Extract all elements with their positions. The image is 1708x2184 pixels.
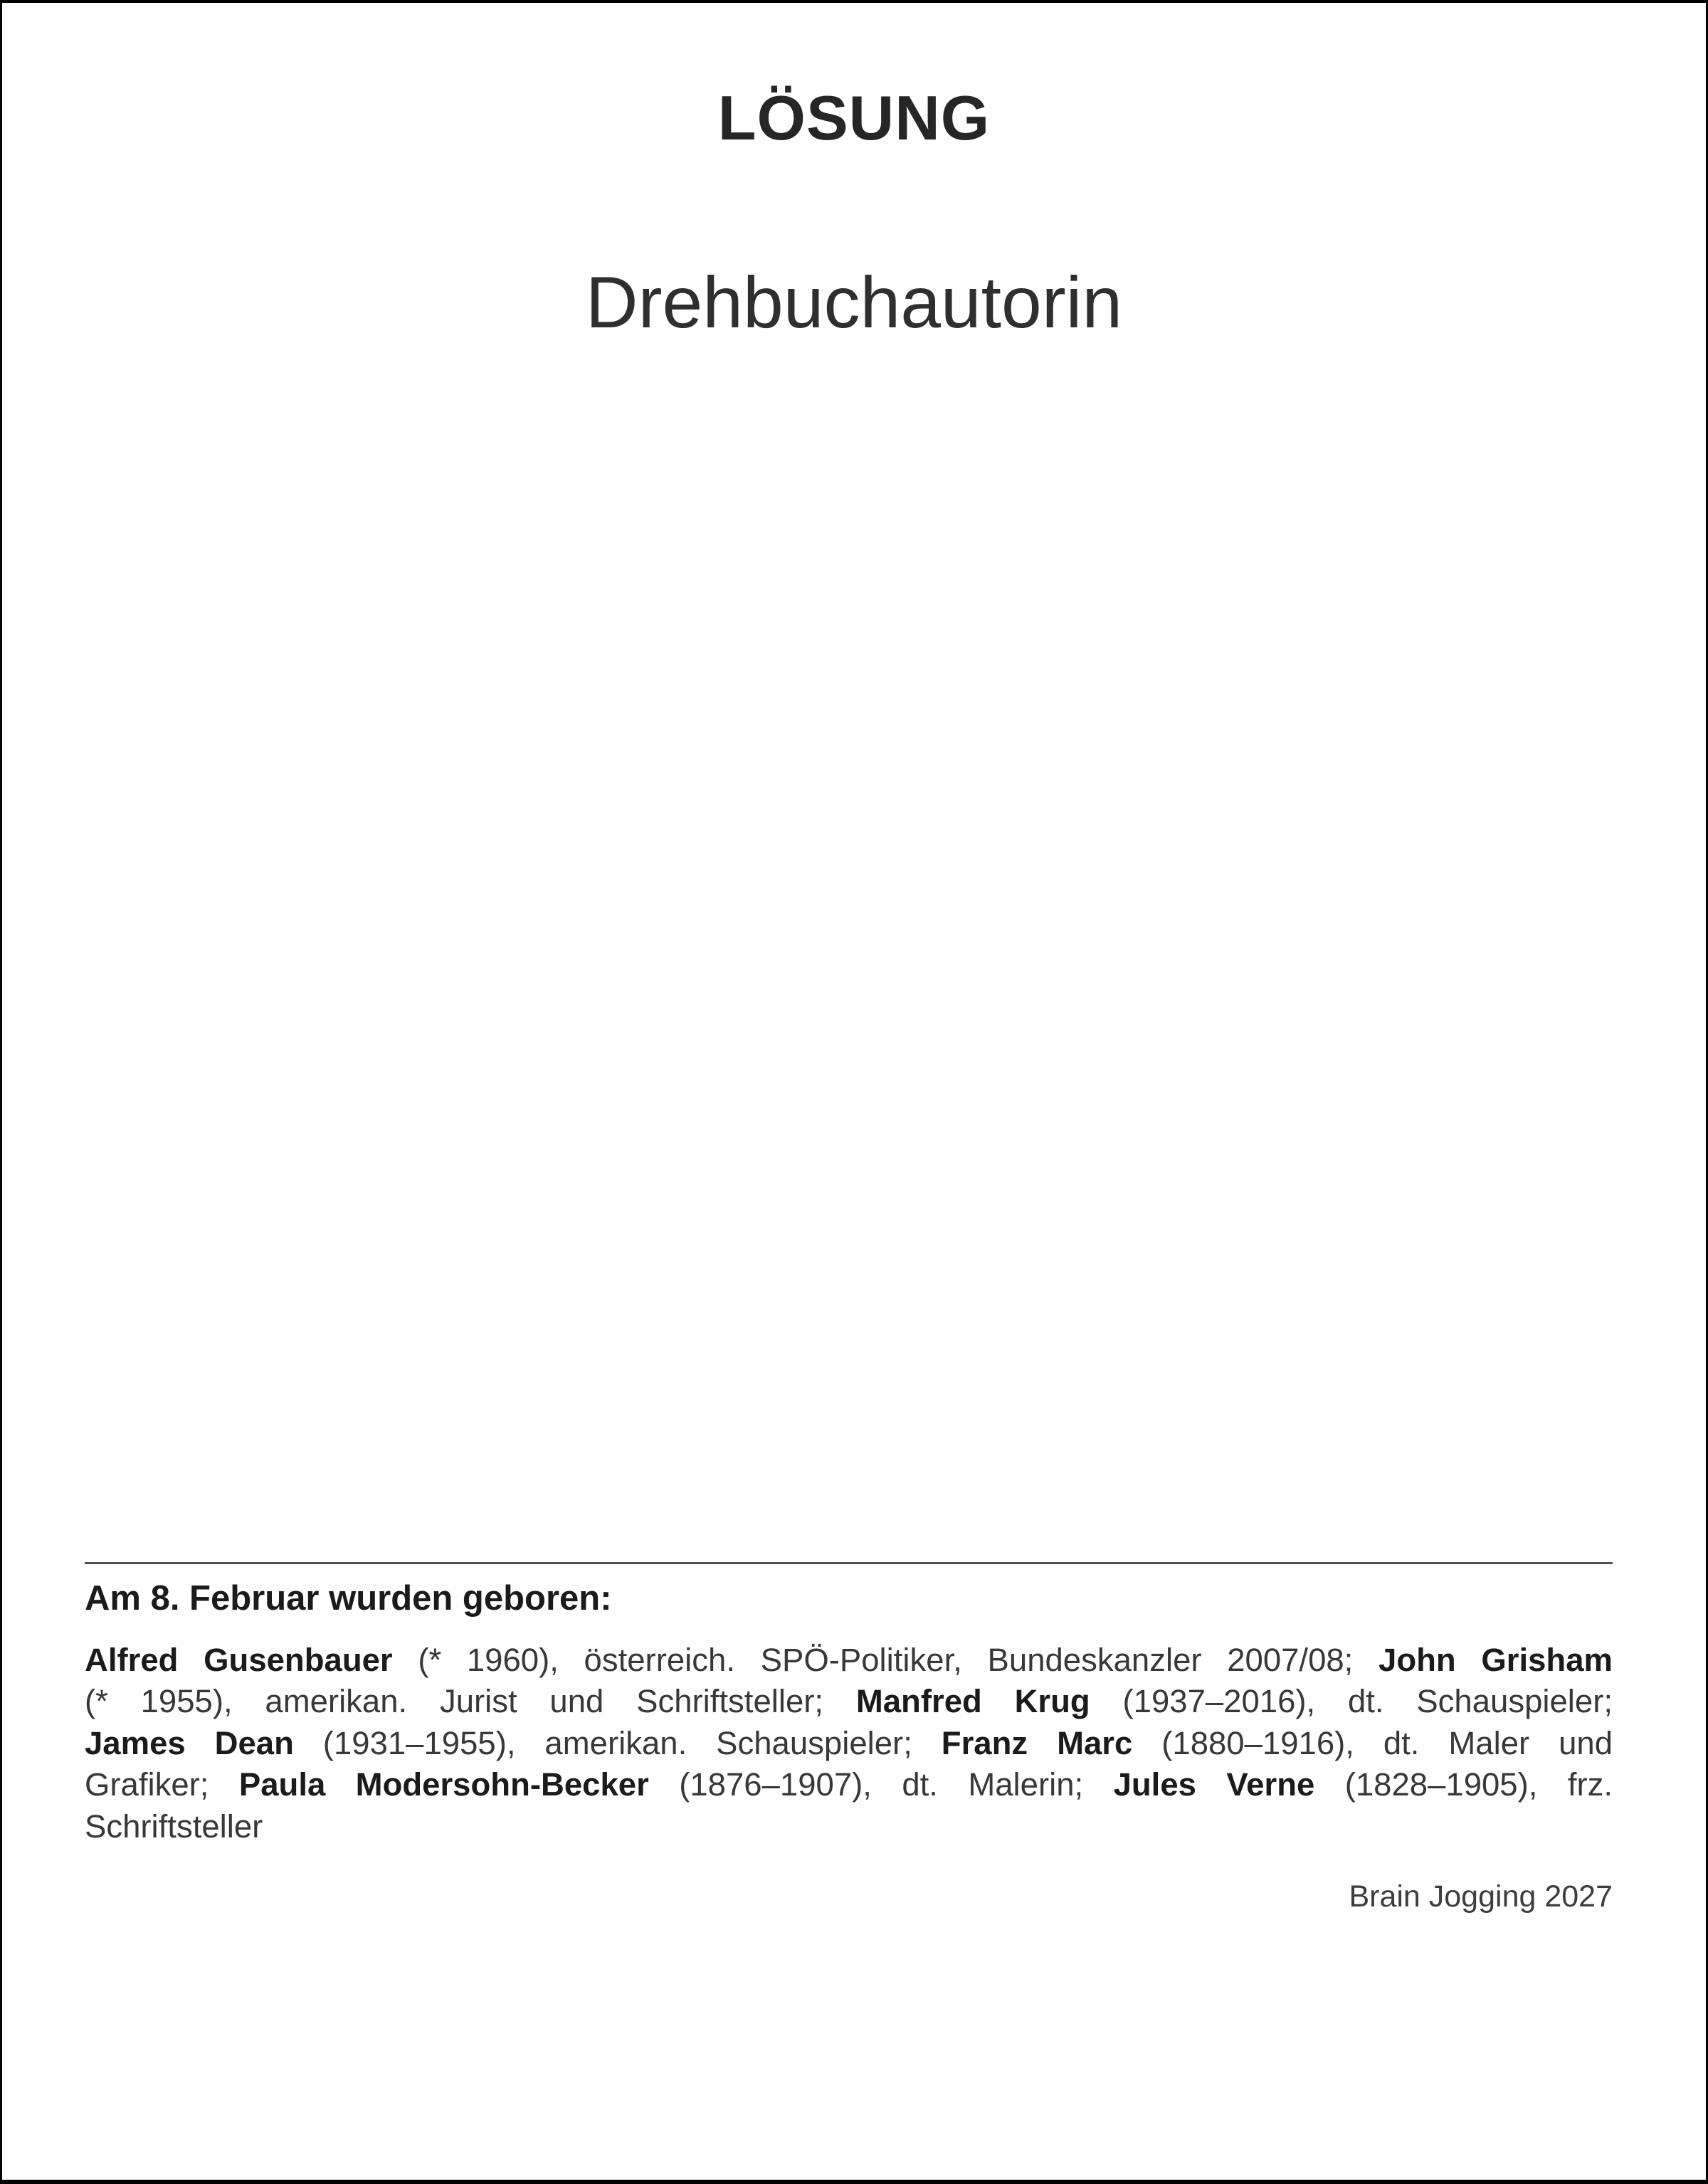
text-segment: (* 1960), österreich. SPÖ-Politiker, Bundeskanzler 2007/08; (392, 1642, 1379, 1678)
text-segment: Schriftsteller (85, 1808, 263, 1845)
text-segment: (1880–1916), dt. Maler und (1132, 1724, 1613, 1761)
text-segment: (1931–1955), amerikan. Schauspieler; (293, 1724, 942, 1761)
person-name: Franz Marc (941, 1724, 1133, 1761)
paragraph-line (85, 1681, 1613, 1722)
person-name: Alfred Gusenbauer (85, 1642, 393, 1678)
person-name: Jules Verne (1113, 1766, 1315, 1803)
paragraph-line (85, 1723, 1613, 1764)
person-name: Paula Modersohn-Becker (238, 1766, 649, 1803)
credit-line: Brain Jogging 2027 (1349, 1879, 1613, 1914)
text-segment: (1828–1905), frz. (1314, 1766, 1613, 1803)
horizontal-divider (85, 1562, 1613, 1564)
paragraph-line (85, 1640, 1613, 1681)
person-name: Manfred Krug (855, 1683, 1090, 1720)
paragraph-line (85, 1806, 1613, 1847)
text-segment: (1876–1907), dt. Malerin; (648, 1766, 1114, 1803)
solution-word: Drehbuchautorin (585, 262, 1123, 343)
text-segment: Grafiker; (85, 1766, 239, 1803)
birthdays-paragraph (85, 1640, 1613, 1847)
paragraph-line (85, 1764, 1613, 1805)
person-name: John Grisham (1378, 1642, 1613, 1678)
text-segment: (1937–2016), dt. Schauspieler; (1090, 1683, 1613, 1720)
page-title: LÖSUNG (717, 83, 991, 153)
text-segment: (* 1955), amerikan. Jurist und Schriftsteller; (85, 1683, 856, 1720)
birthdays-heading: Am 8. Februar wurden geboren: (85, 1579, 612, 1618)
person-name: James Dean (85, 1724, 294, 1761)
